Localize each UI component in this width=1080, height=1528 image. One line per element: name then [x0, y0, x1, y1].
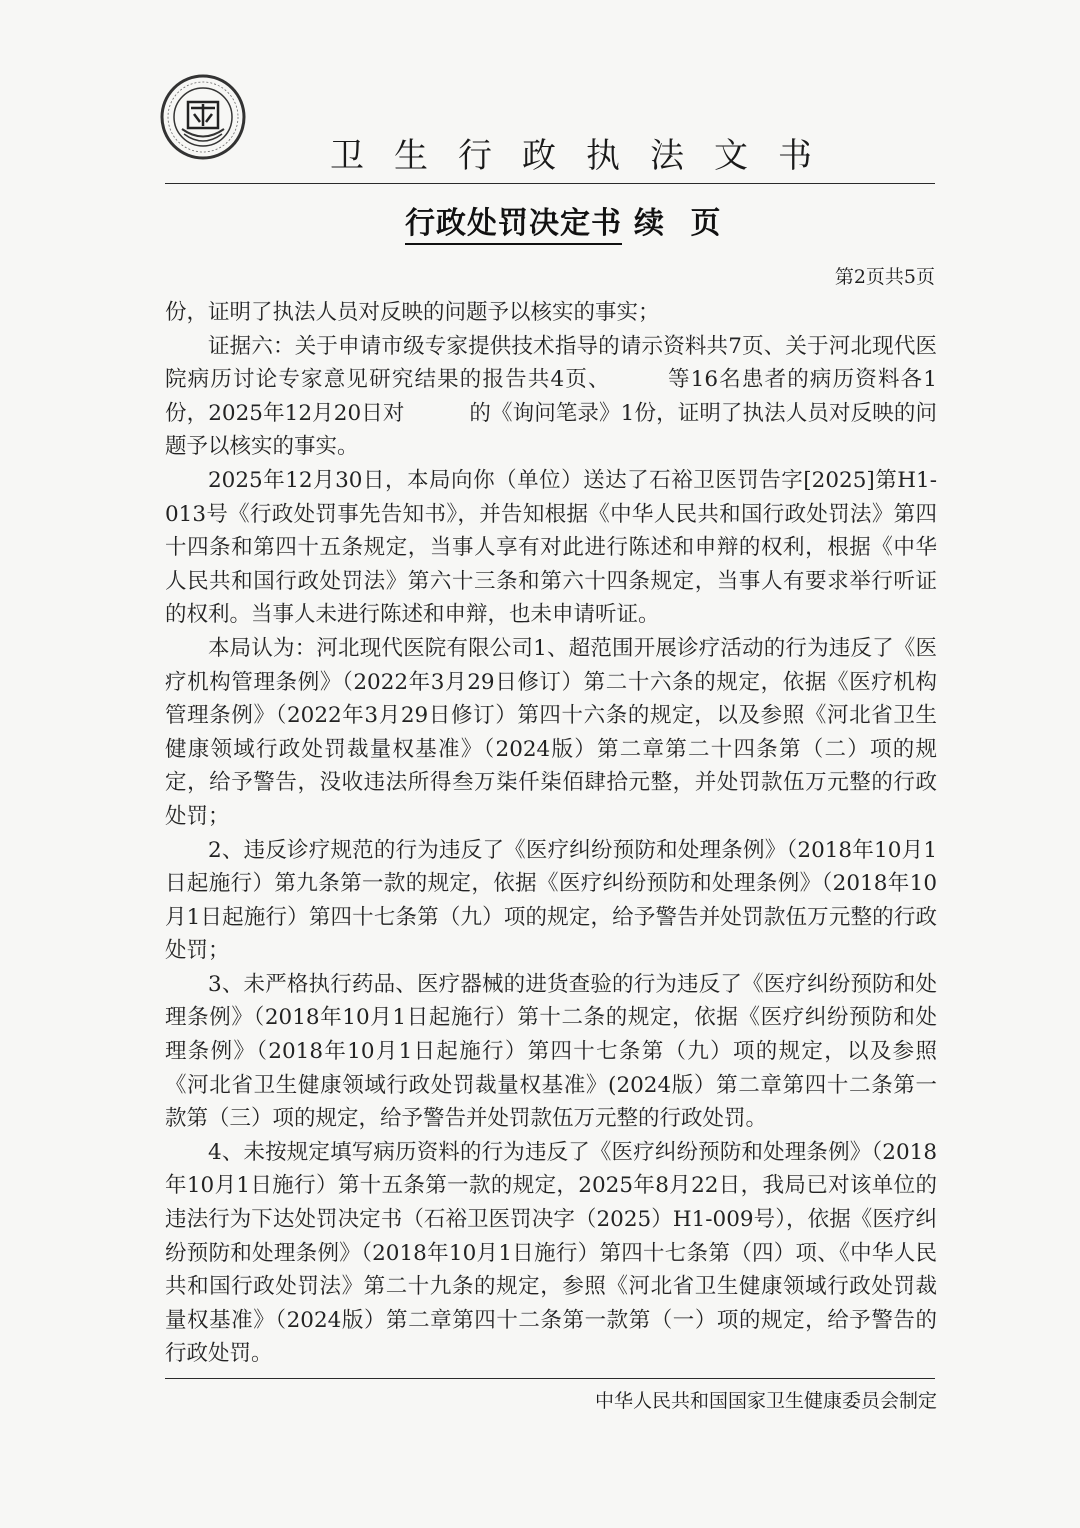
- header-divider: [165, 183, 935, 184]
- body-paragraph: 证据六：关于申请市级专家提供技术指导的请示资料共7页、关于河北现代医院病历讨论专家意见研究结果的报告共4页、 等16名患者的病历资料各1份，2025年12月20日对 的《询问笔录》1份，证明了执法人员对反映的问题予以核实的事实。: [165, 333, 937, 460]
- body-paragraph: 3、未严格执行药品、医疗器械的进货查验的行为违反了《医疗纠纷预防和处理条例》（2018年10月1日起施行）第十二条的规定，依据《医疗纠纷预防和处理条例》（2018年10月1日起施行）第四十七条第（九）项的规定，以及参照《河北省卫生健康领域行政处罚裁量权基准》(2024版）第二章第四十二条第一款第（三）项的规定，给予警告并处罚款伍万元整的行政处罚。: [165, 971, 937, 1132]
- document-body: [165, 296, 937, 1371]
- body-paragraph: 2025年12月30日，本局向你（单位）送达了石裕卫医罚告字[2025]第H1-013号《行政处罚事先告知书》，并告知根据《中华人民共和国行政处罚法》第四十四条和第四十五条规定，当事人享有对此进行陈述和申辩的权利，根据《中华人民共和国行政处罚法》第六十三条和第六十四条规定，当事人有要求举行听证的权利。当事人未进行陈述和申辩，也未申请听证。: [165, 467, 937, 628]
- body-paragraph: 2、违反诊疗规范的行为违反了《医疗纠纷预防和处理条例》（2018年10月1日起施行）第九条第一款的规定，依据《医疗纠纷预防和处理条例》（2018年10月1日起施行）第四十七条第（九）项的规定，给予警告并处罚款伍万元整的行政处罚；: [165, 837, 937, 964]
- document-title: [405, 198, 728, 242]
- document-title-main: 行政处罚决定书: [405, 206, 622, 245]
- page-number: 第2页共5页: [834, 266, 935, 288]
- health-inspection-emblem-icon: [160, 74, 246, 160]
- header-title: 卫生行政执法文书: [330, 136, 842, 176]
- body-paragraph: 份，证明了执法人员对反映的问题予以核实的事实；: [165, 300, 660, 325]
- body-paragraph: 本局认为：河北现代医院有限公司1、超范围开展诊疗活动的行为违反了《医疗机构管理条例》（2022年3月29日修订）第二十六条的规定，依据《医疗机构管理条例》（2022年3月29日修订）第四十六条的规定，以及参照《河北省卫生健康领域行政处罚裁量权基准》（2024版）第二章第二十四条第（二）项的规定，给予警告，没收违法所得叁万柒仟柒佰肆拾元整，并处罚款伍万元整的行政处罚；: [165, 635, 937, 829]
- body-paragraph: 4、未按规定填写病历资料的行为违反了《医疗纠纷预防和处理条例》（2018年10月1日施行）第十五条第一款的规定，2025年8月22日，我局已对该单位的违法行为下达处罚决定书（石裕卫医罚决字（2025）H1-009号），依据《医疗纠纷预防和处理条例》（2018年10月1日施行）第四十七条第（四）项、《中华人民共和国行政处罚法》第二十九条的规定，参照《河北省卫生健康领域行政处罚裁量权基准》（2024版）第二章第四十二条第一款第（一）项的规定，给予警告的行政处罚。: [165, 1139, 937, 1367]
- document-title-continuation: 续 页: [634, 206, 729, 241]
- footer-divider: [165, 1378, 935, 1379]
- footer-issuer: 中华人民共和国国家卫生健康委员会制定: [594, 1390, 937, 1412]
